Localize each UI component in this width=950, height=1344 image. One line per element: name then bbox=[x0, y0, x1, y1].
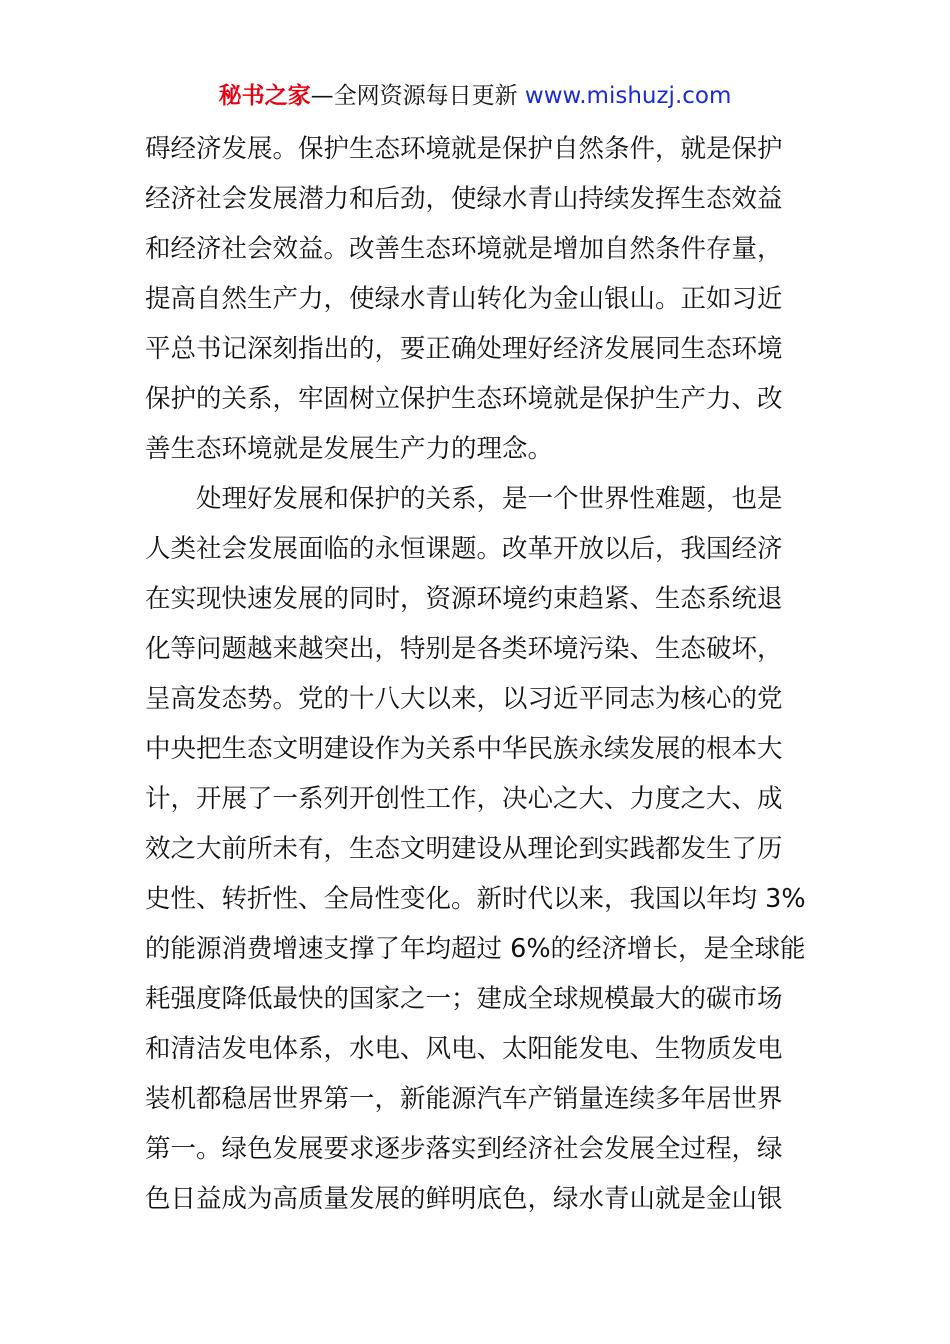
text-line: 和经济社会效益。改善生态环境就是增加自然条件存量， bbox=[145, 234, 783, 264]
text-line: 装机都稳居世界第一，新能源汽车产销量连续多年居世界 bbox=[145, 1084, 783, 1114]
site-brand: 秘书之家 bbox=[218, 83, 311, 109]
text-line: 人类社会发展面临的永恒课题。改革开放以后，我国经济 bbox=[145, 534, 783, 564]
text-line: 的能源消费增速支撑了年均超过 6%的经济增长，是全球能 bbox=[145, 934, 806, 964]
text-line: 和清洁发电体系，水电、风电、太阳能发电、生物质发电 bbox=[145, 1034, 783, 1064]
text-line: 中央把生态文明建设作为关系中华民族永续发展的根本大 bbox=[145, 734, 783, 764]
text-line: 经济社会发展潜力和后劲，使绿水青山持续发挥生态效益 bbox=[145, 184, 783, 214]
text-line: 在实现快速发展的同时，资源环境约束趋紧、生态系统退 bbox=[145, 584, 783, 614]
text-line: 善生态环境就是发展生产力的理念。 bbox=[145, 434, 554, 464]
text-line: 化等问题越来越突出，特别是各类环境污染、生态破坏， bbox=[145, 634, 783, 664]
paragraph-first-line: 处理好发展和保护的关系，是一个世界性难题，也是 bbox=[196, 484, 783, 514]
site-url-link[interactable]: www.mishuzj.com bbox=[524, 83, 732, 109]
text-line: 第一。绿色发展要求逐步落实到经济社会发展全过程，绿 bbox=[145, 1134, 783, 1164]
text-line: 效之大前所未有，生态文明建设从理论到实践都发生了历 bbox=[145, 834, 783, 864]
text-line: 呈高发态势。党的十八大以来，以习近平同志为核心的党 bbox=[145, 684, 783, 714]
text-line: 耗强度降低最快的国家之一；建成全球规模最大的碳市场 bbox=[145, 984, 783, 1014]
site-tagline: —全网资源每日更新 bbox=[310, 83, 525, 109]
text-line: 平总书记深刻指出的，要正确处理好经济发展同生态环境 bbox=[145, 334, 783, 364]
text-line: 色日益成为高质量发展的鲜明底色，绿水青山就是金山银 bbox=[145, 1184, 783, 1214]
text-line: 提高自然生产力，使绿水青山转化为金山银山。正如习近 bbox=[145, 284, 783, 314]
text-line: 计，开展了一系列开创性工作，决心之大、力度之大、成 bbox=[145, 784, 783, 814]
document-body bbox=[145, 124, 810, 1224]
page-header bbox=[0, 80, 950, 112]
text-line: 碍经济发展。保护生态环境就是保护自然条件，就是保护 bbox=[145, 134, 783, 164]
text-line: 史性、转折性、全局性变化。新时代以来，我国以年均 3% bbox=[145, 884, 806, 914]
text-line: 保护的关系，牢固树立保护生态环境就是保护生产力、改 bbox=[145, 384, 783, 414]
